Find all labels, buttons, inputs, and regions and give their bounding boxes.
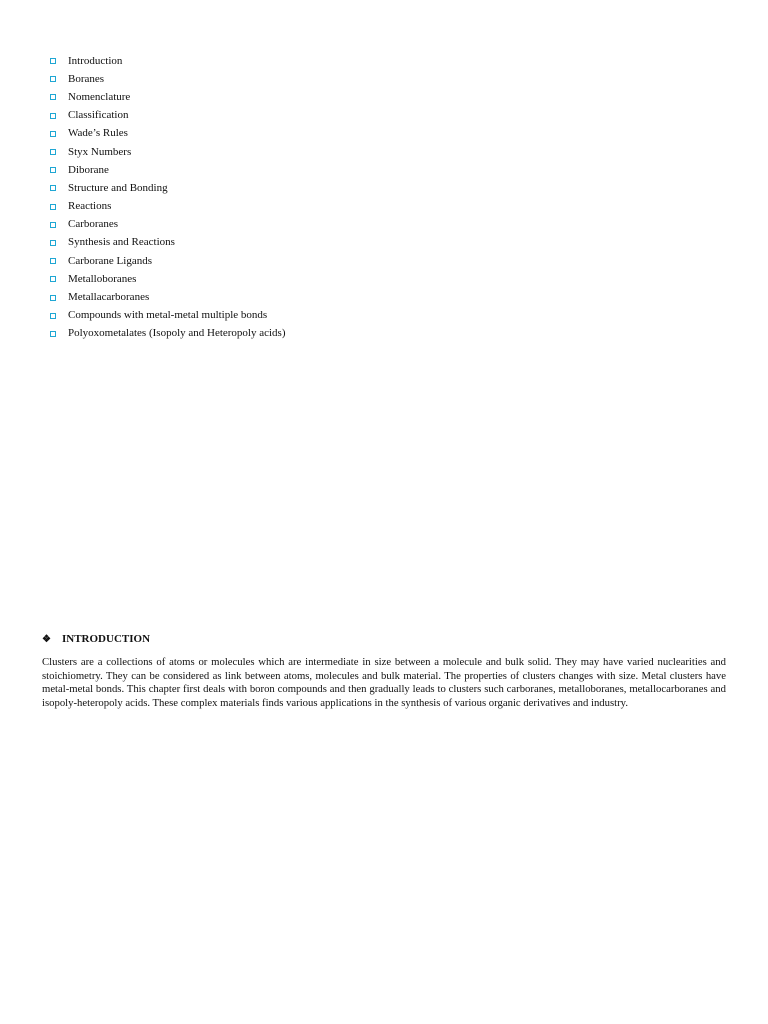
toc-item-label: Structure and Bonding xyxy=(68,181,168,194)
toc-item xyxy=(50,107,286,125)
toc-item-label: Metalloboranes xyxy=(68,272,137,285)
toc-item-label: Synthesis and Reactions xyxy=(68,236,175,249)
hollow-square-icon xyxy=(50,276,56,282)
hollow-square-icon xyxy=(50,313,56,319)
toc-item-label: Styx Numbers xyxy=(68,145,132,158)
toc-item xyxy=(50,161,286,179)
toc-item-label: Diborane xyxy=(68,163,109,176)
toc-item-label: Wade’s Rules xyxy=(68,127,128,140)
hollow-square-icon xyxy=(50,167,56,173)
hollow-square-icon xyxy=(50,331,56,337)
toc-item-label: Carborane Ligands xyxy=(68,254,152,267)
hollow-square-icon xyxy=(50,204,56,210)
section-title: INTRODUCTION xyxy=(62,633,151,645)
toc-item-label: Metallacarboranes xyxy=(68,291,150,304)
toc-item-label: Classification xyxy=(68,109,129,122)
hollow-square-icon xyxy=(50,222,56,228)
toc-item xyxy=(50,125,286,143)
toc-item xyxy=(50,198,286,216)
toc-item xyxy=(50,70,286,88)
toc-item xyxy=(50,288,286,306)
hollow-square-icon xyxy=(50,258,56,264)
toc-item xyxy=(50,307,286,325)
diamond-bullet-icon: ❖ xyxy=(42,633,51,645)
hollow-square-icon xyxy=(50,240,56,246)
introduction-section xyxy=(42,632,726,710)
table-of-contents xyxy=(50,52,286,343)
toc-item-label: Compounds with metal-metal multiple bonds xyxy=(68,309,268,322)
toc-item xyxy=(50,234,286,252)
hollow-square-icon xyxy=(50,58,56,64)
toc-item-label: Nomenclature xyxy=(68,90,131,103)
toc-item xyxy=(50,270,286,288)
hollow-square-icon xyxy=(50,295,56,301)
toc-item xyxy=(50,52,286,70)
toc-item xyxy=(50,216,286,234)
toc-item xyxy=(50,325,286,343)
section-heading xyxy=(42,632,726,646)
section-paragraph: Clusters are a collections of atoms or molecules which are intermediate in size between a molecule and bulk solid. They may have varied nuclearities and stoichiometry. They can be considered as link between atoms, molecules and bulk material. The properties of clusters changes with size. Metal clusters have metal-metal bonds. This chapter first deals with boron compounds and then gradually leads to clusters such carboranes, metalloboranes, metallocarboranes and isopoly-heteropoly acids. These complex materials finds various applications in the synthesis of various organic derivatives and industry. xyxy=(42,656,726,709)
hollow-square-icon xyxy=(50,131,56,137)
toc-item-label: Introduction xyxy=(68,54,123,67)
toc-item-label: Polyoxometalates (Isopoly and Heteropoly acids) xyxy=(68,327,286,340)
toc-item-label: Carboranes xyxy=(68,218,119,231)
hollow-square-icon xyxy=(50,113,56,119)
toc-item xyxy=(50,88,286,106)
toc-item-label: Boranes xyxy=(68,72,105,85)
toc-item xyxy=(50,143,286,161)
toc-item xyxy=(50,252,286,270)
hollow-square-icon xyxy=(50,149,56,155)
toc-item xyxy=(50,179,286,197)
hollow-square-icon xyxy=(50,76,56,82)
hollow-square-icon xyxy=(50,185,56,191)
hollow-square-icon xyxy=(50,94,56,100)
toc-item-label: Reactions xyxy=(68,200,112,213)
